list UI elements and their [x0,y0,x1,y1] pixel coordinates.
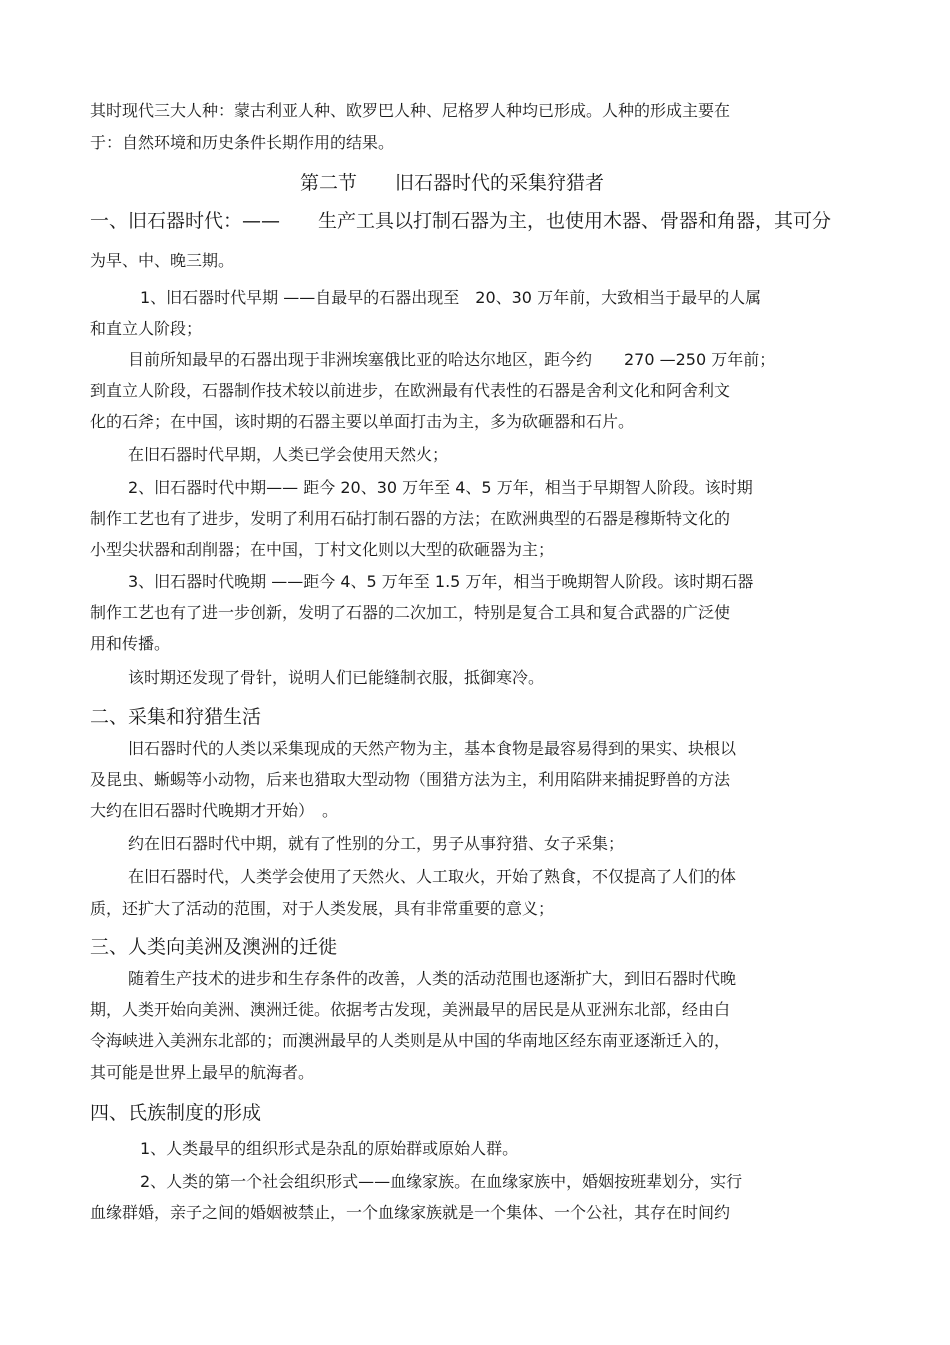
paragraph-line: 血缘群婚，亲子之间的婚姻被禁止，一个血缘家族就是一个集体、一个公社，其存在时间约 [90,1203,731,1222]
heading-line: 一、旧石器时代：—— 生产工具以打制石器为主，也使用木器、骨器和角器，其可分 [90,210,832,232]
paragraph-line: 在旧石器时代早期，人类已学会使用天然火； [128,445,449,464]
paragraph-line: 制作工艺也有了进一步创新，发明了石器的二次加工，特别是复合工具和复合武器的广泛使 [90,603,731,622]
paragraph-line: 及昆虫、蜥蜴等小动物，后来也猎取大型动物（围猎方法为主，利用陷阱来捕捉野兽的方法 [90,770,731,789]
paragraph-line: 约在旧石器时代中期，就有了性别的分工，男子从事狩猎、女子采集； [128,834,625,853]
paragraph-line: 小型尖状器和刮削器；在中国，丁村文化则以大型的砍砸器为主； [90,540,555,559]
paragraph-line: 和直立人阶段； [90,319,203,338]
heading-line: 二、采集和狩猎生活 [90,706,262,728]
paragraph-line: 1、旧石器时代早期 ——自最早的石器出现至 20、30 万年前，大致相当于最早的人属 [140,288,762,307]
paragraph-line: 于：自然环境和历史条件长期作用的结果。 [90,133,395,152]
paragraph-line: 在旧石器时代，人类学会使用了天然火、人工取火，开始了熟食，不仅提高了人们的体 [128,867,737,886]
paragraph-line: 旧石器时代的人类以采集现成的天然产物为主，基本食物是最容易得到的果实、块根以 [128,739,737,758]
paragraph-line: 其时现代三大人种：蒙古利亚人种、欧罗巴人种、尼格罗人种均已形成。人种的形成主要在 [90,101,731,120]
section-title: 第二节 旧石器时代的采集狩猎者 [300,172,605,194]
heading-line: 三、人类向美洲及澳洲的迁徙 [90,936,338,958]
paragraph-line: 到直立人阶段，石器制作技术较以前进步，在欧洲最有代表性的石器是舍利文化和阿舍利文 [90,381,731,400]
paragraph-line: 质，还扩大了活动的范围，对于人类发展，具有非常重要的意义； [90,899,555,918]
paragraph-line: 其可能是世界上最早的航海者。 [90,1063,315,1082]
paragraph-line: 2、人类的第一个社会组织形式——血缘家族。在血缘家族中，婚姻按班辈划分，实行 [140,1172,743,1191]
paragraph-line: 该时期还发现了骨针，说明人们已能缝制衣服，抵御寒冷。 [128,668,545,687]
paragraph-line: 化的石斧；在中国，该时期的石器主要以单面打击为主，多为砍砸器和石片。 [90,412,635,431]
heading-line: 四、氏族制度的形成 [90,1102,262,1124]
paragraph-line: 令海峡进入美洲东北部的；而澳洲最早的人类则是从中国的华南地区经东南亚逐渐迁入的， [90,1031,731,1050]
paragraph-line: 为早、中、晚三期。 [90,251,235,270]
paragraph-line: 制作工艺也有了进步，发明了利用石砧打制石器的方法；在欧洲典型的石器是穆斯特文化的 [90,509,731,528]
paragraph-line: 随着生产技术的进步和生存条件的改善，人类的活动范围也逐渐扩大，到旧石器时代晚 [128,969,737,988]
paragraph-line: 用和传播。 [90,634,171,653]
paragraph-line: 1、人类最早的组织形式是杂乱的原始群或原始人群。 [140,1139,519,1158]
paragraph-line: 大约在旧石器时代晚期才开始） 。 [90,801,339,820]
paragraph-line: 2、旧石器时代中期—— 距今 20、30 万年至 4、5 万年，相当于早期智人阶段。该时期 [128,478,753,497]
paragraph-line: 目前所知最早的石器出现于非洲埃塞俄比亚的哈达尔地区，距今约 270 —250 万年前； [128,350,776,369]
paragraph-line: 期，人类开始向美洲、澳洲迁徙。依据考古发现，美洲最早的居民是从亚洲东北部，经由白 [90,1000,731,1019]
paragraph-line: 3、旧石器时代晚期 ——距今 4、5 万年至 1.5 万年，相当于晚期智人阶段。该时期石器 [128,572,754,591]
